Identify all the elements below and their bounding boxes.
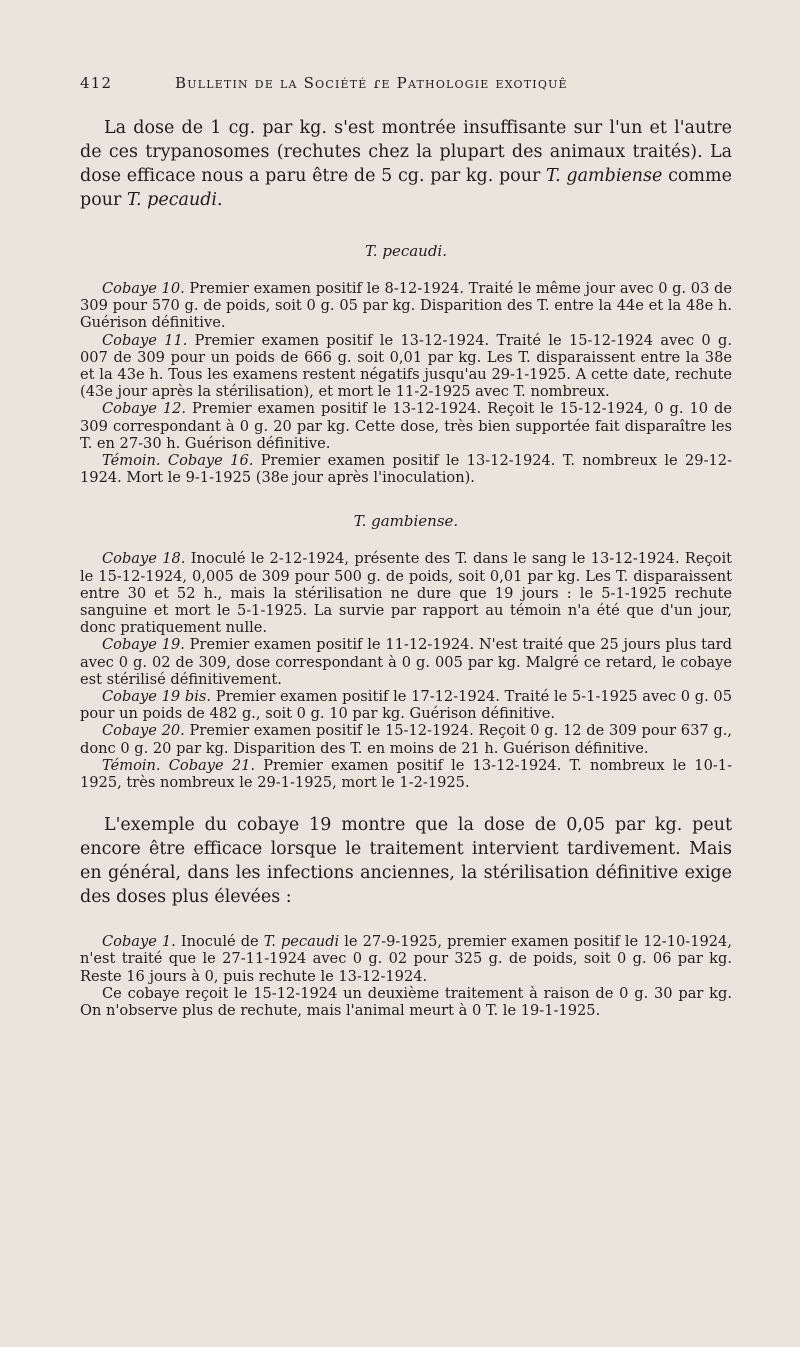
entry-cobaye-1: Cobaye 1. Inoculé de T. pecaudi le 27-9-1925, premier examen positif le 12-10-1924, n'est traité que le 27-11-1924 avec 0 g. 02 pour 325 g. de poids, soit 0 g. 06 par kg. Reste 16 jours à 0, puis rechute le 13-12-1924. <box>80 933 732 985</box>
entry-cobaye-1-continued: Ce cobaye reçoit le 15-12-1924 un deuxième traitement à raison de 0 g. 30 par kg. On n'observe plus de rechute, mais l'animal meurt à 0 T. le 19-1-1925. <box>80 984 732 1020</box>
entry-label: Cobaye 1. <box>102 933 176 951</box>
running-title: Bulletin de la Société ɾe Pathologie exotiquê <box>175 74 568 92</box>
section-heading-gambiense: T. gambiense. <box>353 512 459 531</box>
entry-cobaye-20: Cobaye 20. Premier examen positif le 15-12-1924. Reçoit 0 g. 12 de 309 pour 637 g., donc 0 g. 20 par kg. Disparition des T. en moins de 21 h. Guérison définitive. <box>80 722 732 757</box>
entry-label: Témoin. Cobaye 21. <box>102 756 256 774</box>
species-name: T. pecaudi <box>126 190 218 210</box>
page-number: 412 <box>80 74 113 92</box>
species-name: T. gambiense <box>546 166 663 186</box>
entry-cobaye-18: Cobaye 18. Inoculé le 2-12-1924, présente des T. dans le sang le 13-12-1924. Reçoit le 15-12-1924, 0,005 de 309 pour 500 g. de poids, soit 0,01 par kg. Les T. disparaissent entre 30 et 52 h., mais la stérilisation ne dure que 19 jours : le 5-1-1925 rechute sanguine et mort le 5-1-1925. La survie par rapport au témoin n'a été que d'un jour, donc pratiquement nulle. <box>80 550 732 637</box>
entry-label: Cobaye 11. <box>102 331 188 349</box>
entry-label: Cobaye 10. <box>102 280 185 297</box>
entry-label: Cobaye 18. <box>102 550 186 568</box>
entry-label: Cobaye 19. <box>102 636 185 654</box>
intro-paragraph: La dose de 1 cg. par kg. s'est montrée insuffisante sur l'un et l'autre de ces trypanosomes (rechutes chez la plupart des animaux traités). La dose efficace nous a paru être de 5 cg. par kg. pour T. gambiense comme pour T. pecaudi. <box>80 118 732 210</box>
article-body <box>80 116 732 1019</box>
entry-cobaye-19-bis: Cobaye 19 bis. Premier examen positif le 17-12-1924. Traité le 5-1-1925 avec 0 g. 05 pour un poids de 482 g., soit 0 g. 10 par kg. Guérison définitive. <box>80 688 732 723</box>
entry-label: Cobaye 12. <box>102 400 187 418</box>
entry-cobaye-12: Cobaye 12. Premier examen positif le 13-12-1924. Reçoit le 15-12-1924, 0 g. 10 de 309 correspondant à 0 g. 20 par kg. Cette dose, très bien supportée fait disparaître les T. en 27-30 h. Guérison définitive. <box>80 400 732 452</box>
entry-cobaye-11: Cobaye 11. Premier examen positif le 13-12-1924. Traité le 15-12-1924 avec 0 g. 007 de 309 pour un poids de 666 g. soit 0,01 par kg. Les T. disparaissent entre la 38e et la 43e h. Tous les examens restent négatifs jusqu'au 29-1-1925. A cette date, rechute (43e jour après la stérilisation), et mort le 11-2-1925 avec T. nombreux. <box>80 331 732 401</box>
section-heading-pecaudi: T. pecaudi. <box>365 242 447 260</box>
entry-cobaye-10: Cobaye 10. Premier examen positif le 8-12-1924. Traité le même jour avec 0 g. 03 de 309 pour 570 g. de poids, soit 0 g. 05 par kg. Disparition des T. entre la 44e et la 48e h. Guérison définitive. <box>80 280 732 332</box>
entry-temoin-21: Témoin. Cobaye 21. Premier examen positif le 13-12-1924. T. nombreux le 10-1-1925, très nombreux le 29-1-1925, mort le 1-2-1925. <box>80 756 733 792</box>
entry-label: Témoin. Cobaye 16. <box>102 452 254 470</box>
entry-cobaye-19: Cobaye 19. Premier examen positif le 11-12-1924. N'est traité que 25 jours plus tard avec 0 g. 02 de 309, dose correspondant à 0 g. 005 par kg. Malgré ce retard, le cobaye est stérilisé définitivement. <box>80 636 732 688</box>
conclusion-paragraph: L'exemple du cobaye 19 montre que la dose de 0,05 par kg. peut encore être efficace lorsque le traitement intervient tardivement. Mais en général, dans les infections anciennes, la stérilisation définitive exige des doses plus élevées : <box>80 815 732 908</box>
species-name: T. pecaudi <box>263 933 340 951</box>
entry-label: Cobaye 19 bis. <box>102 688 212 706</box>
entry-label: Cobaye 20. <box>102 722 185 740</box>
entry-temoin-16: Témoin. Cobaye 16. Premier examen positif le 13-12-1924. T. nombreux le 29-12-1924. Mort le 9-1-1925 (38e jour après l'inoculation). <box>80 452 733 487</box>
